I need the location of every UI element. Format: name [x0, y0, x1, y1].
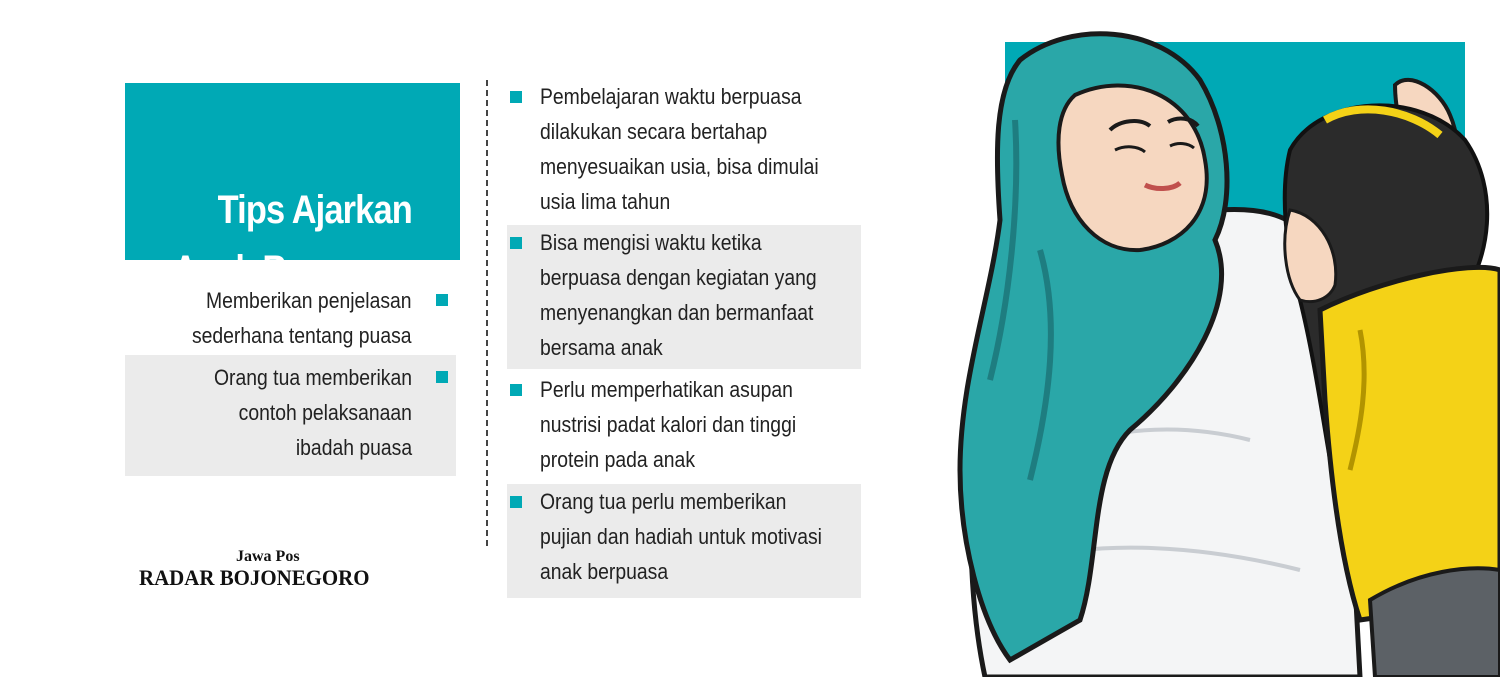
right-tip-3	[507, 372, 861, 482]
bullet-icon	[436, 371, 448, 383]
tip-line: anak berpuasa	[540, 559, 669, 584]
right-tip-2	[507, 225, 861, 369]
tip-line: pujian dan hadiah untuk motivasi	[540, 524, 822, 549]
bullet-icon	[510, 237, 522, 249]
title-line-2: Anak Berpuasa	[172, 248, 412, 292]
bullet-icon	[510, 91, 522, 103]
title-box	[125, 83, 460, 292]
tip-line: bersama anak	[540, 335, 663, 360]
title-line-1: Tips Ajarkan	[217, 188, 412, 232]
brand-logo: RADAR BOJONEGORO	[139, 565, 370, 590]
mother-daughter-illustration	[930, 0, 1500, 677]
tip-line: nustrisi padat kalori dan tinggi	[540, 412, 797, 437]
tip-line: ibadah puasa	[295, 435, 412, 460]
tip-line: sederhana tentang puasa	[192, 323, 412, 348]
tip-line: menyenangkan dan bermanfaat	[540, 300, 814, 325]
tip-line: protein pada anak	[540, 447, 696, 472]
dashed-divider	[486, 80, 488, 546]
tip-line: contoh pelaksanaan	[238, 400, 412, 425]
tip-line: berpuasa dengan kegiatan yang	[540, 265, 817, 290]
tip-line: menyesuaikan usia, bisa dimulai	[540, 154, 819, 179]
tip-line: Orang tua memberikan	[214, 365, 412, 390]
bullet-icon	[510, 496, 522, 508]
tip-line: Memberikan penjelasan	[206, 288, 412, 313]
bullet-icon	[436, 294, 448, 306]
tip-line: usia lima tahun	[540, 189, 671, 214]
left-tip-2	[125, 355, 456, 476]
tip-line: Bisa mengisi waktu ketika	[540, 230, 762, 255]
left-tip-1	[125, 283, 456, 353]
tip-line: Pembelajaran waktu berpuasa	[540, 84, 802, 109]
right-tip-1	[507, 79, 861, 223]
tip-line: Perlu memperhatikan asupan	[540, 377, 793, 402]
right-tip-4	[507, 484, 861, 598]
tip-line: dilakukan secara bertahap	[540, 119, 768, 144]
brand-logo-top: Jawa Pos	[236, 548, 300, 565]
tip-line: Orang tua perlu memberikan	[540, 489, 787, 514]
bullet-icon	[510, 384, 522, 396]
